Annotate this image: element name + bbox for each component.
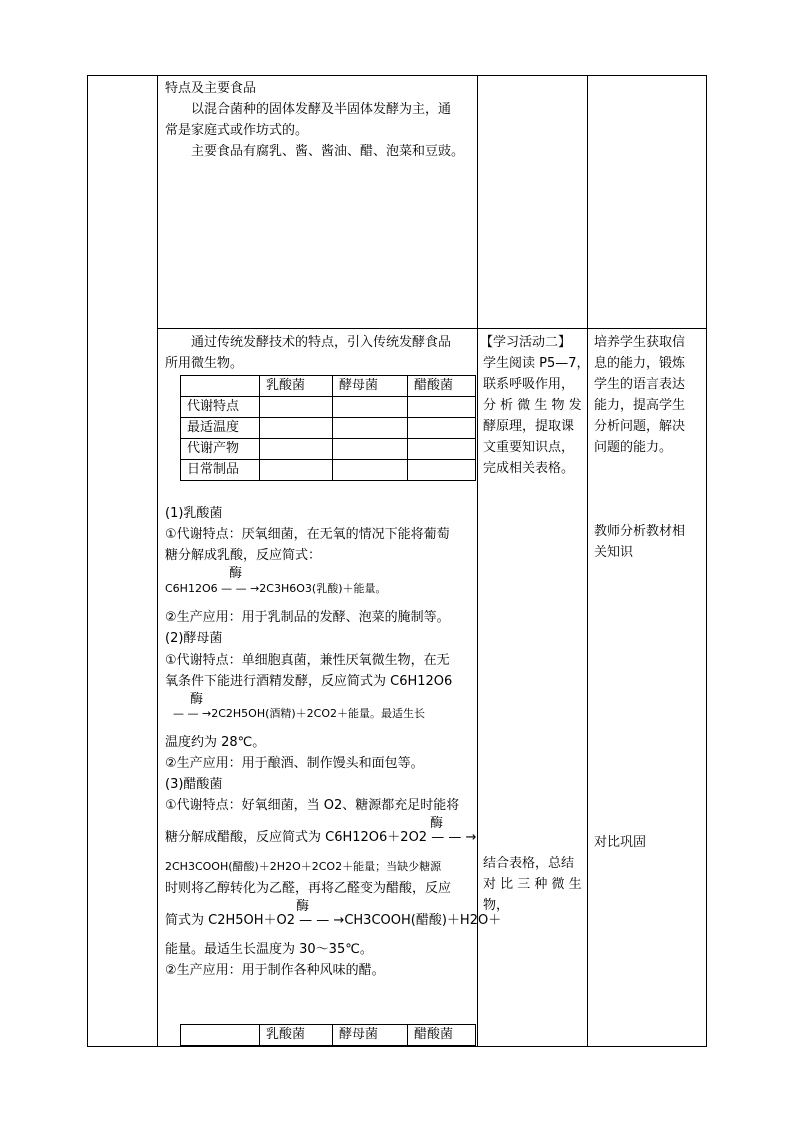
table-cell[interactable] — [333, 418, 408, 439]
yeast-enzyme-label: 酶 — [190, 692, 204, 707]
table-cell[interactable] — [333, 397, 408, 418]
yeast-application: ②生产应用：用于酿酒、制作馒头和面包等。 — [165, 756, 424, 771]
grid-top-border — [87, 75, 707, 76]
lactic-formula: C6H12O6 — — →2C3H6O3(乳酸)＋能量。 — [165, 582, 387, 595]
goal-line-5: 分析问题，解决 — [594, 419, 686, 434]
lactic-line-1: ①代谢特点：厌氧细菌，在无氧的情况下能将葡萄 — [165, 527, 450, 542]
goal-line-2: 息的能力，锻炼 — [594, 356, 686, 371]
grid-right-border — [706, 75, 707, 1047]
table-cell[interactable] — [260, 439, 333, 460]
yeast-title: (2)酵母菌 — [165, 631, 223, 646]
table-cell[interactable] — [408, 418, 476, 439]
yeast-formula: — — →2C2H5OH(酒精)＋2CO2＋能量。最适生长 — [173, 707, 426, 720]
paragraph-fermentation — [165, 99, 451, 120]
activity-line-4: 酵原理，提取课 — [483, 419, 575, 434]
activity-line-3: 分 析 微 生 物 发 — [483, 398, 582, 413]
table-cell[interactable] — [260, 418, 333, 439]
table-header-acetic: 醋酸菌 — [408, 1025, 476, 1046]
intro-line-b: 所用微生物。 — [165, 356, 244, 371]
compare-line-1: 结合表格，总结 — [483, 856, 575, 871]
table-cell[interactable] — [408, 397, 476, 418]
activity-line-6: 完成相关表格。 — [483, 461, 575, 476]
acetic-line-5: 简式为 C2H5OH＋O2 — — →CH3COOH(醋酸)＋H2O＋ — [165, 913, 502, 928]
microbe-table-2 — [180, 1024, 476, 1046]
table-row-label: 代谢产物 — [181, 439, 260, 460]
table-row — [181, 397, 476, 418]
acetic-enzyme-label-1: 酶 — [430, 816, 444, 831]
compare-line-2: 对 比 三 种 微 生 — [483, 877, 582, 892]
goal-line-4: 能力，提高学生 — [594, 398, 686, 413]
acetic-title: (3)醋酸菌 — [165, 777, 223, 792]
acetic-line-3: 2CH3COOH(醋酸)＋2H2O＋2CO2＋能量；当缺少糖源 — [165, 860, 442, 873]
yeast-line-1: ①代谢特点：单细胞真菌，兼性厌氧微生物，在无 — [165, 653, 450, 668]
review-text: 对比巩固 — [594, 835, 647, 850]
microbe-table — [180, 375, 476, 481]
table-row-label: 最适温度 — [181, 418, 260, 439]
paragraph-fermentation-b: 常是家庭式或作坊式的。 — [165, 123, 309, 138]
lactic-line-2: 糖分解成乳酸，反应简式： — [165, 548, 322, 563]
acetic-line-6: 能量。最适生长温度为 30～35℃。 — [165, 942, 373, 957]
table-cell[interactable] — [333, 460, 408, 481]
intro-line-a: 通过传统发酵技术的特点，引入传统发酵食品 — [191, 335, 452, 350]
table-header-empty — [181, 376, 260, 397]
activity-line-5: 文重要知识点， — [483, 440, 575, 455]
activity-line-1: 学生阅读 P5—7， — [483, 356, 590, 371]
yeast-line-2: 氧条件下能进行酒精发酵，反应简式为 C6H12O6 — [165, 674, 453, 689]
acetic-line-1: ①代谢特点：好氧细菌，当 O2、糖源都充足时能将 — [165, 798, 460, 813]
table-header-row — [181, 376, 476, 397]
table-cell[interactable] — [408, 460, 476, 481]
acetic-application: ②生产应用：用于制作各种风味的醋。 — [165, 963, 385, 978]
table-header-lactic: 乳酸菌 — [260, 376, 333, 397]
table-cell[interactable] — [333, 439, 408, 460]
acetic-line-4: 时则将乙醇转化为乙醛，再将乙醛变为醋酸，反应 — [165, 881, 452, 896]
table-header-acetic: 醋酸菌 — [408, 376, 476, 397]
table-cell[interactable] — [260, 397, 333, 418]
lactic-title: (1)乳酸菌 — [165, 506, 223, 521]
compare-line-3: 物， — [483, 898, 510, 913]
table-cell[interactable] — [260, 460, 333, 481]
activity-line-2: 联系呼吸作用， — [483, 377, 575, 392]
lactic-application: ②生产应用：用于乳制品的发酵、泡菜的腌制等。 — [165, 610, 450, 625]
table-header-empty — [181, 1025, 260, 1046]
goal-line-1: 培养学生获取信 — [594, 335, 686, 350]
teacher-line-2: 关知识 — [594, 545, 634, 560]
grid-col-divider-3 — [587, 75, 588, 1047]
grid-col-divider-2 — [477, 75, 478, 1047]
paragraph-main-foods: 主要食品有腐乳、酱、酱油、醋、泡菜和豆豉。 — [191, 144, 465, 159]
acetic-line-2: 糖分解成醋酸，反应简式为 C6H12O6＋2O2 — — → — [165, 830, 477, 845]
goal-line-6: 问题的能力。 — [594, 440, 673, 455]
paragraph-fermentation-a: 以混合菌种的固体发酵及半固体发酵为主，通 — [191, 102, 452, 117]
grid-col-divider-1 — [157, 75, 158, 1047]
teacher-line-1: 教师分析教材相 — [594, 524, 686, 539]
grid-row-divider — [157, 328, 707, 329]
table-row-label: 代谢特点 — [181, 397, 260, 418]
table-header-yeast: 酵母菌 — [333, 1025, 408, 1046]
table-row — [181, 460, 476, 481]
table-header-yeast: 酵母菌 — [333, 376, 408, 397]
table-header-row — [181, 1025, 476, 1046]
goal-line-3: 学生的语言表达 — [594, 377, 686, 392]
yeast-line-4: 温度约为 28℃。 — [165, 735, 266, 750]
table-row-label: 日常制品 — [181, 460, 260, 481]
activity-title: 【学习活动二】 — [480, 335, 572, 350]
table-row — [181, 439, 476, 460]
grid-bottom-border — [87, 1046, 707, 1047]
acetic-enzyme-label-2: 酶 — [296, 899, 310, 914]
table-header-lactic: 乳酸菌 — [260, 1025, 333, 1046]
lactic-enzyme-label: 酶 — [229, 566, 243, 581]
table-cell[interactable] — [408, 439, 476, 460]
table-row — [181, 418, 476, 439]
grid-left-border — [87, 75, 88, 1047]
section-heading: 特点及主要食品 — [165, 81, 257, 96]
